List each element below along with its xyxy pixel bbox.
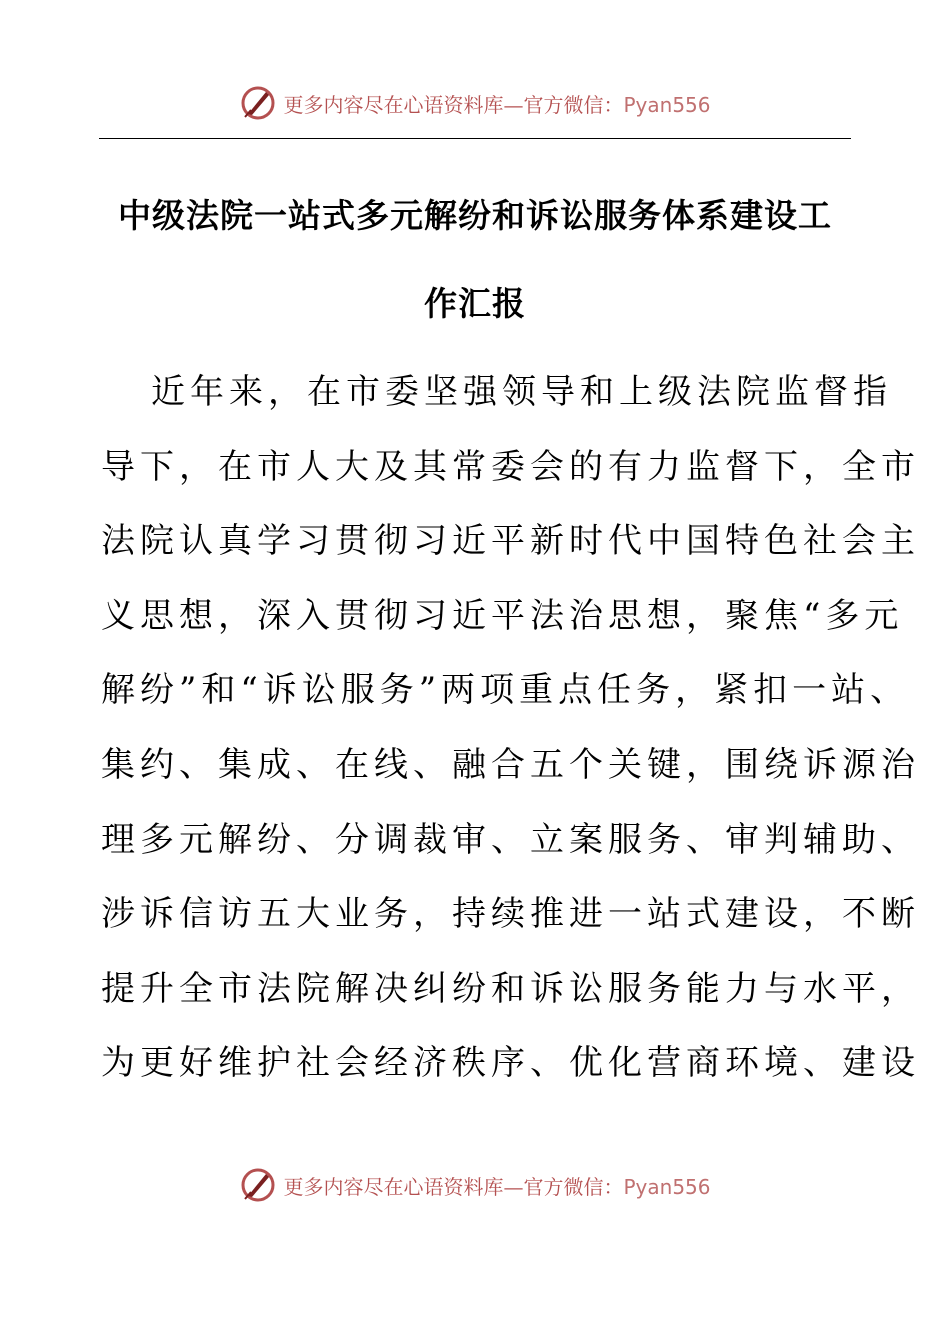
body-line: 解纷”和“诉讼服务”两项重点任务，紧扣一站、 [101,670,910,711]
watermark-text: 更多内容尽在心语资料库—官方微信：Pyan556 [283,1174,711,1199]
header-divider [99,138,851,139]
footer-watermark [0,1165,950,1205]
body-line: 为更好维护社会经济秩序、优化营商环境、建设 [101,1043,920,1084]
body-paragraph [101,355,920,1101]
body-line: 义思想，深入贯彻习近平法治思想，聚焦“多元 [101,595,904,636]
body-line: 近年来，在市委坚强领导和上级法院监督指 [151,372,892,412]
body-line: 法院认真学习贯彻习近平新时代中国特色社会主 [101,521,920,562]
title-line: 中级法院一站式多元解纷和诉讼服务体系建设工 [118,196,832,235]
document-title [99,172,851,348]
quill-logo-icon [239,84,277,122]
body-line: 导下，在市人大及其常委会的有力监督下，全市 [101,446,920,487]
quill-logo-icon [239,1166,277,1204]
body-line: 理多元解纷、分调裁审、立案服务、审判辅助、 [101,819,920,860]
wechat-id: Pyan556 [623,1174,711,1199]
body-line: 涉诉信访五大业务，持续推进一站式建设，不断 [101,894,920,935]
watermark-text: 更多内容尽在心语资料库—官方微信：Pyan556 [283,92,711,117]
header-watermark [0,83,950,123]
wechat-id: Pyan556 [623,92,711,117]
body-line: 提升全市法院解决纠纷和诉讼服务能力与水平， [101,968,920,1009]
body-line: 集约、集成、在线、融合五个关键，围绕诉源治 [101,744,920,785]
title-line: 作汇报 [424,284,526,323]
